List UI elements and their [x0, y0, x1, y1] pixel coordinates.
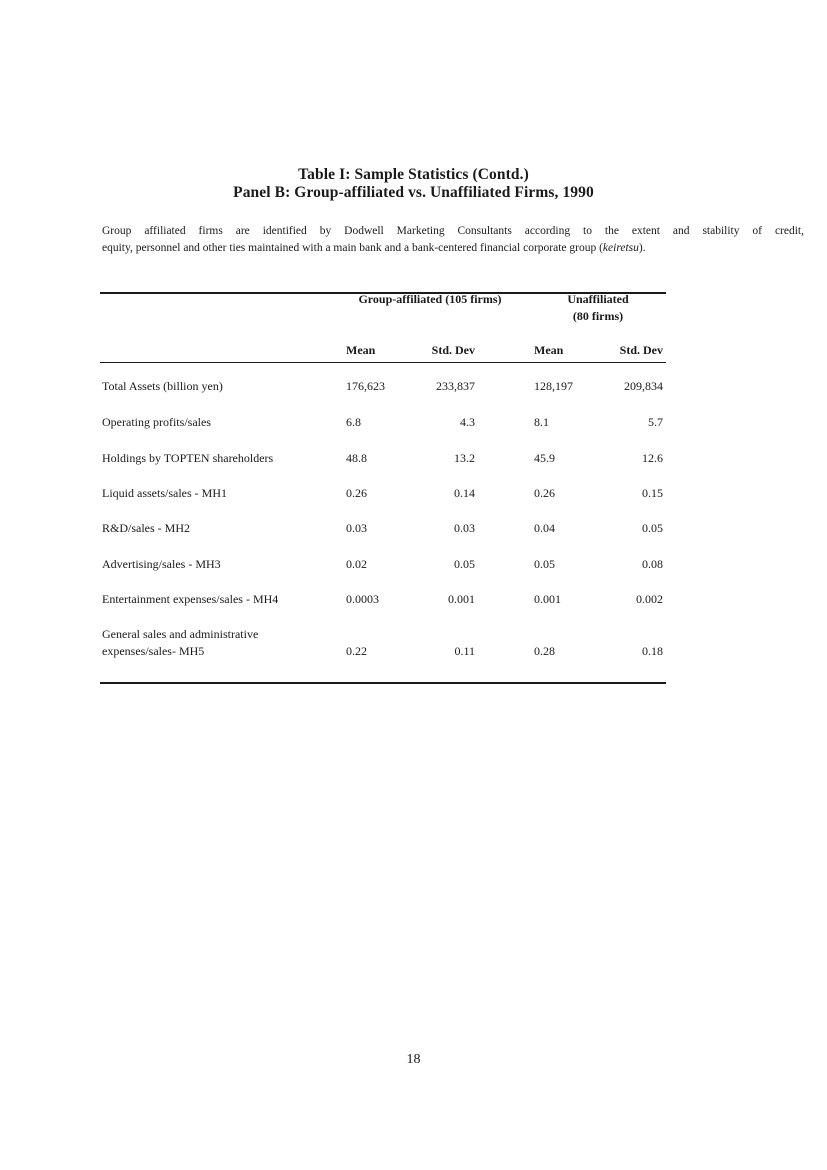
cell-unaffiliated-mean: 0.28: [534, 644, 555, 658]
unaffiliated-header: Unaffiliated: [567, 292, 629, 306]
cell-group-mean: 176,623: [346, 379, 385, 393]
row-label-general-sales: General sales and administrative: [102, 627, 259, 641]
cell-unaffiliated-mean: 0.26: [534, 486, 555, 500]
table-bottom-rule: [100, 682, 666, 684]
cell-unaffiliated-mean: 0.05: [534, 557, 555, 571]
group-std-header: Std. Dev: [431, 343, 475, 357]
description-line-2-end: ).: [638, 242, 646, 254]
unaffiliated-mean-header: Mean: [534, 343, 564, 357]
row-label-total-assets: Total Assets (billion yen): [102, 379, 223, 393]
cell-group-std: 0.11: [454, 644, 475, 658]
cell-group-mean: 0.03: [346, 521, 367, 535]
row-label-liquid-assets: Liquid assets/sales - MH1: [102, 486, 227, 500]
row-label-operating-profits: Operating profits/sales: [102, 415, 211, 429]
table-description: [102, 223, 804, 257]
cell-unaffiliated-std: 5.7: [648, 415, 663, 429]
group-mean-header: Mean: [346, 343, 376, 357]
cell-unaffiliated-std: 0.15: [642, 486, 663, 500]
row-label-topten-holdings: Holdings by TOPTEN shareholders: [102, 451, 274, 465]
cell-unaffiliated-std: 209,834: [624, 379, 663, 393]
cell-group-std: 0.03: [454, 521, 475, 535]
unaffiliated-std-header: Std. Dev: [619, 343, 663, 357]
cell-group-std: 4.3: [460, 415, 475, 429]
panel-title: Panel B: Group-affiliated vs. Unaffiliated Firms, 1990: [233, 184, 594, 201]
cell-group-mean: 0.0003: [346, 592, 379, 606]
cell-group-std: 233,837: [436, 379, 475, 393]
cell-unaffiliated-mean: 0.04: [534, 521, 555, 535]
unaffiliated-count-header: (80 firms): [572, 309, 624, 323]
cell-group-std: 13.2: [454, 451, 475, 465]
group-affiliated-header: Group-affiliated (105 firms): [358, 292, 502, 306]
row-label-advertising: Advertising/sales - MH3: [102, 557, 221, 571]
table-header-rule: [100, 362, 666, 363]
cell-group-mean: 48.8: [346, 451, 367, 465]
cell-group-std: 0.05: [454, 557, 475, 571]
keiretsu-term: keiretsu: [602, 242, 639, 254]
cell-group-std: 0.14: [454, 486, 475, 500]
cell-unaffiliated-std: 12.6: [642, 451, 663, 465]
cell-unaffiliated-std: 0.18: [642, 644, 663, 658]
cell-unaffiliated-mean: 8.1: [534, 415, 549, 429]
row-label-rd-sales: R&D/sales - MH2: [102, 521, 190, 535]
cell-unaffiliated-std: 0.002: [636, 592, 663, 606]
cell-unaffiliated-mean: 0.001: [534, 592, 561, 606]
cell-unaffiliated-mean: 45.9: [534, 451, 555, 465]
cell-group-mean: 0.22: [346, 644, 367, 658]
cell-group-mean: 0.26: [346, 486, 367, 500]
cell-group-std: 0.001: [448, 592, 475, 606]
cell-unaffiliated-std: 0.05: [642, 521, 663, 535]
row-label-general-sales-line-2: expenses/sales- MH5: [102, 644, 205, 658]
description-line-1: Group affiliated firms are identified by Dodwell Marketing Consultants according to the extent and stability of credit,: [102, 225, 804, 237]
cell-group-mean: 0.02: [346, 557, 367, 571]
description-line-2: [102, 240, 804, 257]
cell-unaffiliated-mean: 128,197: [534, 379, 573, 393]
cell-unaffiliated-std: 0.08: [642, 557, 663, 571]
table-title: Table I: Sample Statistics (Contd.): [298, 166, 529, 183]
page-number: 18: [406, 1052, 421, 1067]
description-line-2-text: equity, personnel and other ties maintained with a main bank and a bank-centered financial corporate group (: [102, 242, 603, 254]
row-label-entertainment: Entertainment expenses/sales - MH4: [102, 592, 279, 606]
cell-group-mean: 6.8: [346, 415, 361, 429]
